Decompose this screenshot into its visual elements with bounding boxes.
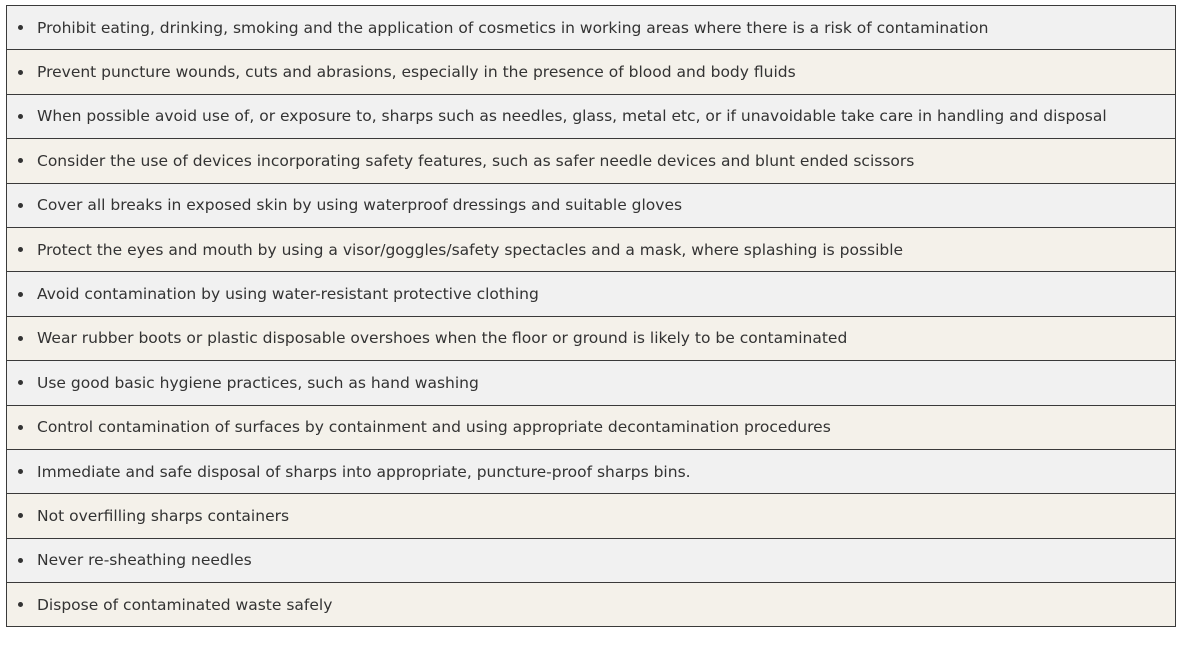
list-item-text: Prevent puncture wounds, cuts and abrasions, especially in the presence of blood and body fluids [37, 63, 796, 82]
bullet-icon [18, 513, 23, 518]
list-item-text: Not overfilling sharps containers [37, 506, 290, 525]
list-item [6, 183, 1176, 228]
bullet-icon [18, 425, 23, 430]
bullet-icon [18, 380, 23, 385]
list-item-text: Never re-sheathing needles [37, 551, 252, 570]
list-item-text: Dispose of contaminated waste safely [37, 595, 333, 614]
bullet-icon [18, 336, 23, 341]
list-item [6, 138, 1176, 183]
bullet-icon [18, 70, 23, 75]
list-item [6, 449, 1176, 494]
list-item [6, 5, 1176, 50]
list-item [6, 316, 1176, 361]
list-item-text: Protect the eyes and mouth by using a visor/goggles/safety spectacles and a mask, where splashing is possible [37, 240, 904, 259]
list-item-text: Control contamination of surfaces by containment and using appropriate decontamination procedures [37, 418, 831, 437]
bullet-icon [18, 292, 23, 297]
list-item [6, 405, 1176, 450]
list-item [6, 493, 1176, 538]
precautions-list [6, 5, 1176, 627]
list-item-text: Cover all breaks in exposed skin by using waterproof dressings and suitable gloves [37, 196, 683, 215]
list-item [6, 538, 1176, 583]
bullet-icon [18, 469, 23, 474]
bullet-icon [18, 114, 23, 119]
list-item-text: Avoid contamination by using water-resistant protective clothing [37, 285, 539, 304]
list-item-text: Consider the use of devices incorporating safety features, such as safer needle devices and blunt ended scissors [37, 151, 915, 170]
list-item-text: Immediate and safe disposal of sharps into appropriate, puncture-proof sharps bins. [37, 462, 691, 481]
bullet-icon [18, 602, 23, 607]
list-item-text: Prohibit eating, drinking, smoking and the application of cosmetics in working areas where there is a risk of contamination [37, 18, 989, 37]
bullet-icon [18, 558, 23, 563]
bullet-icon [18, 247, 23, 252]
bullet-icon [18, 158, 23, 163]
list-item [6, 271, 1176, 316]
list-item [6, 94, 1176, 139]
list-item-text: Wear rubber boots or plastic disposable overshoes when the floor or ground is likely to be contaminated [37, 329, 848, 348]
list-item [6, 582, 1176, 627]
bullet-icon [18, 25, 23, 30]
list-item-text: When possible avoid use of, or exposure to, sharps such as needles, glass, metal etc, or if unavoidable take care in handling and disposal [37, 107, 1107, 126]
list-item-text: Use good basic hygiene practices, such as hand washing [37, 373, 479, 392]
list-item [6, 49, 1176, 94]
list-item [6, 360, 1176, 405]
list-item [6, 227, 1176, 272]
bullet-icon [18, 203, 23, 208]
